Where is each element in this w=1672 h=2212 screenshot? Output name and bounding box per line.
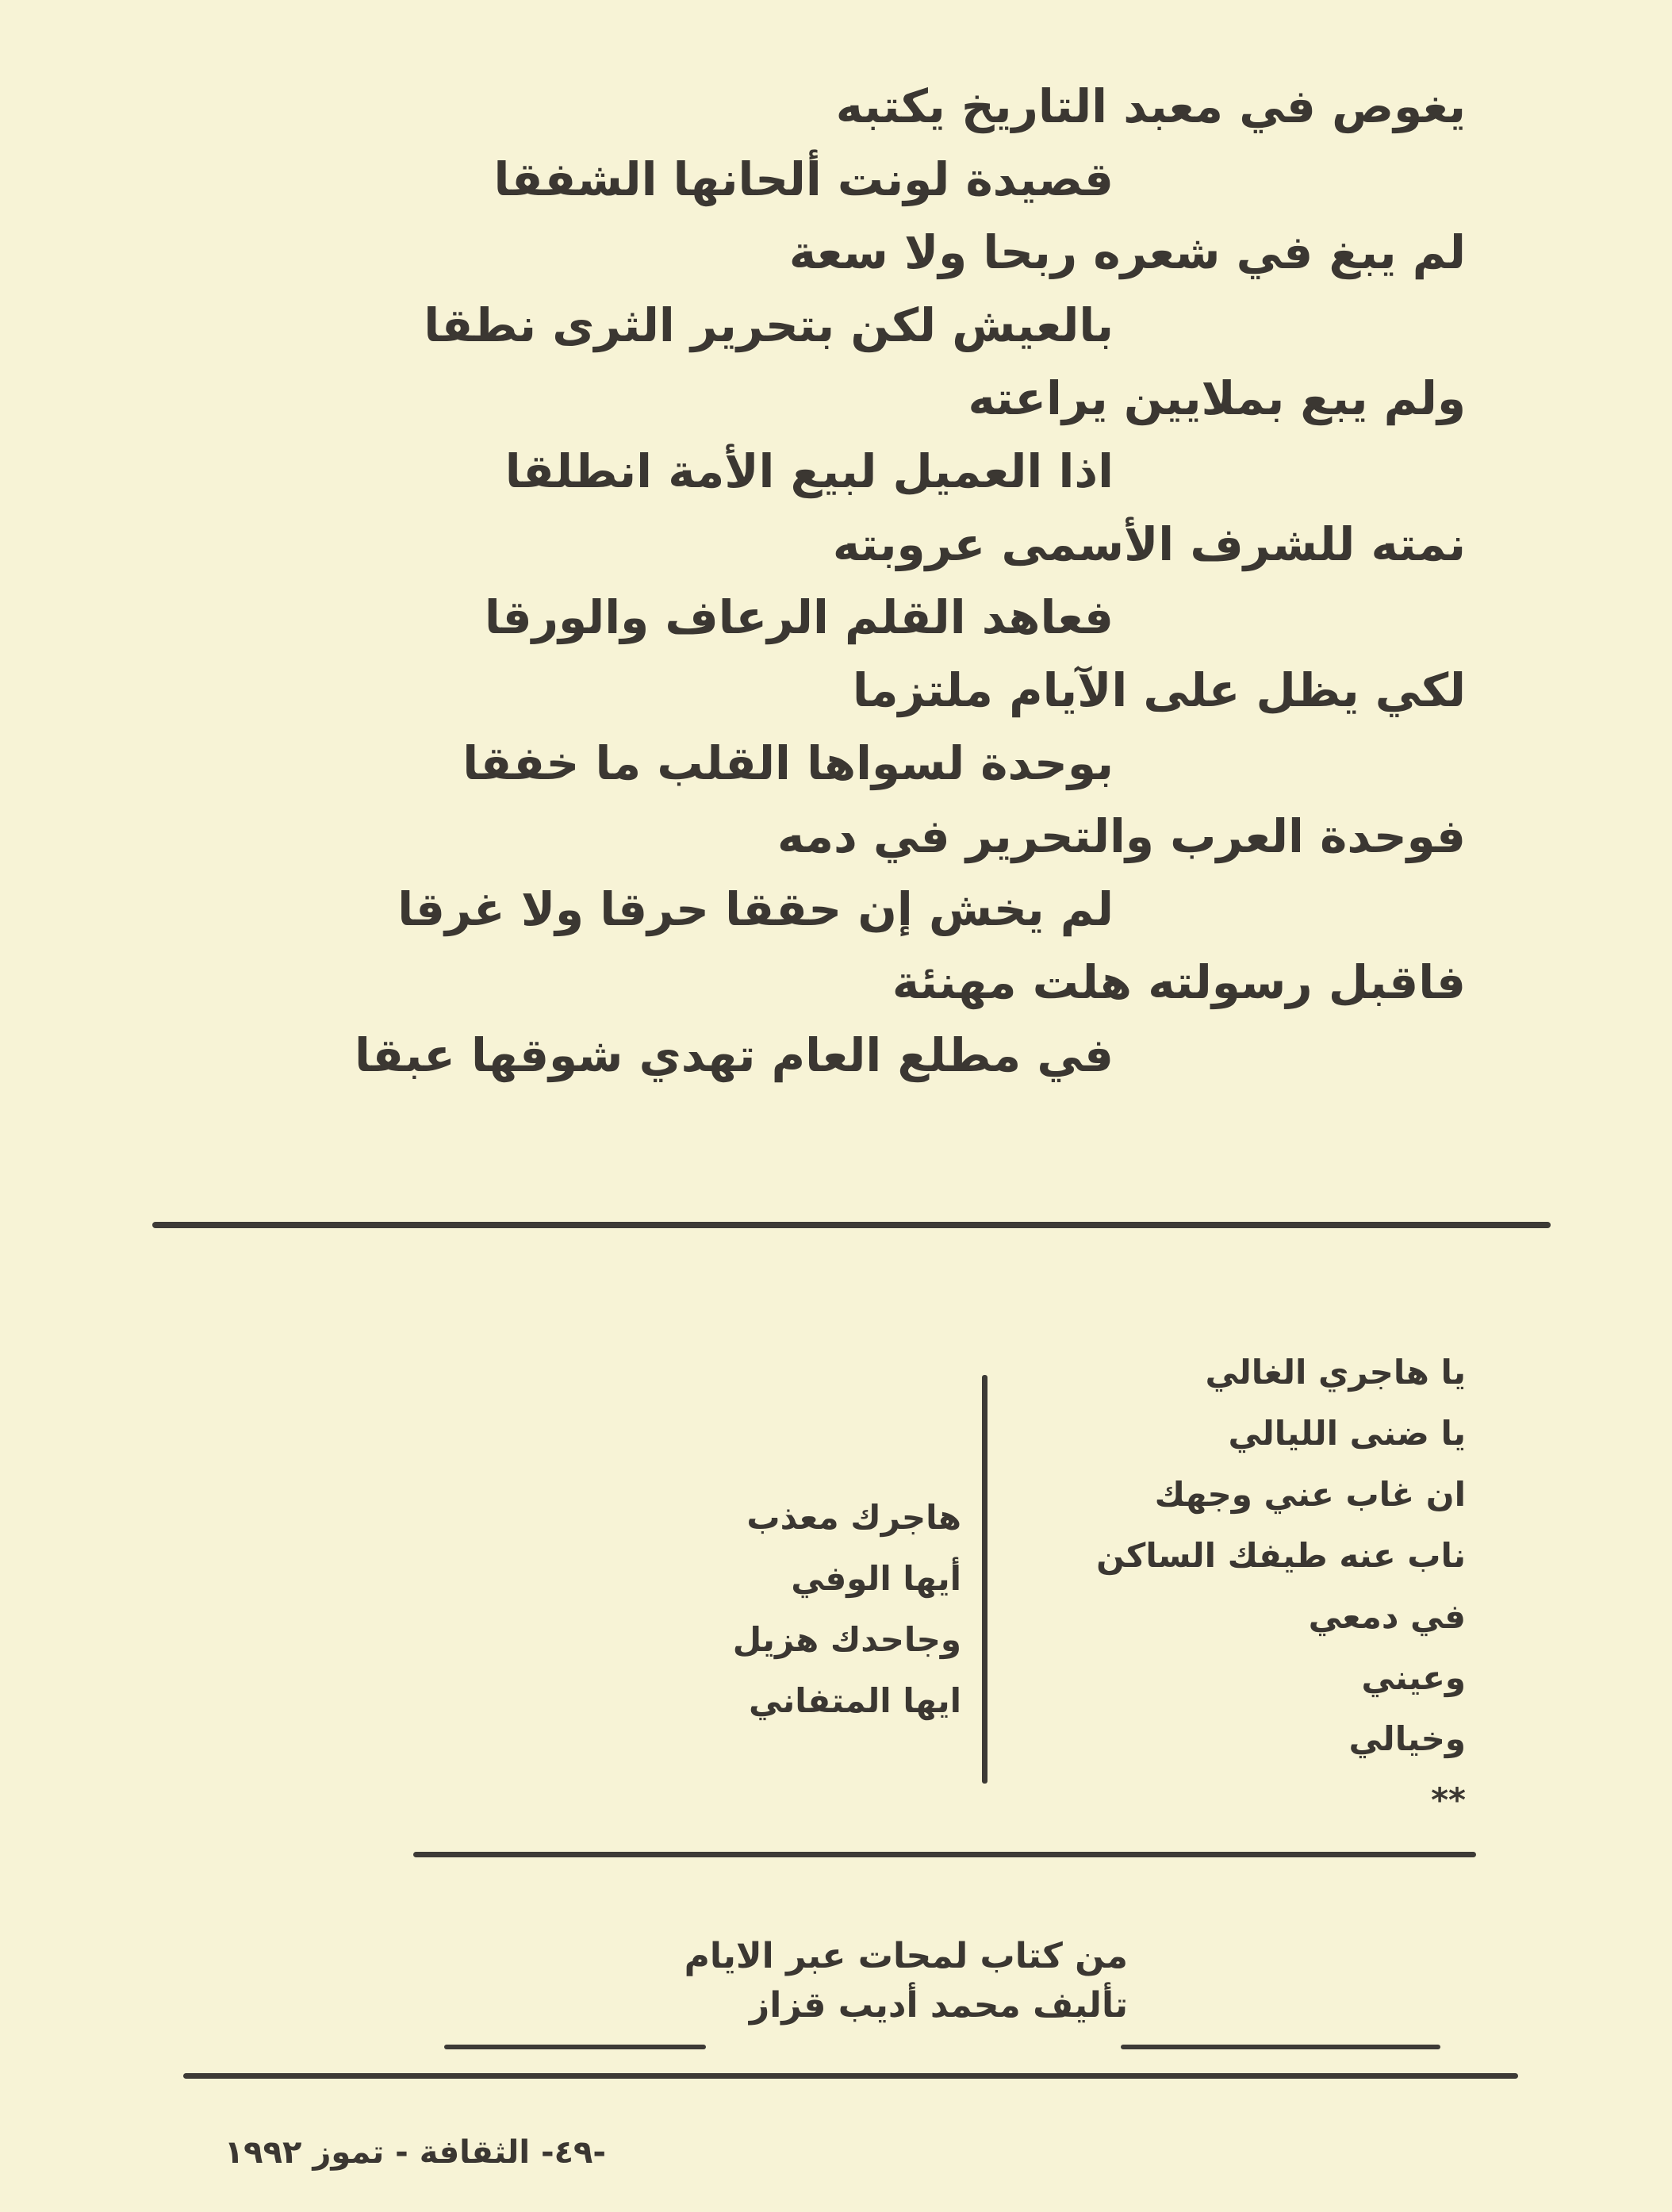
vertical-divider	[982, 1375, 987, 1784]
page-footer: -٤٩- الثقافة - تموز ١٩٩٢	[224, 2134, 606, 2171]
divider-rule	[152, 1222, 1551, 1228]
stanza-line: وجاحدك هزيل	[732, 1620, 961, 1659]
verse-first-hemistich: يغوص في معبد التاريخ يكتبه	[835, 79, 1466, 133]
verse-second-hemistich: قصيدة لونت ألحانها الشفقا	[493, 152, 1114, 206]
stanza-line: وخيالي	[1348, 1719, 1466, 1758]
stanza-line: **	[1431, 1780, 1466, 1819]
credit-author: تأليف محمد أديب قزاز	[749, 1985, 1128, 2026]
verse-first-hemistich: فاقبل رسولته هلت مهنئة	[892, 955, 1466, 1009]
verse-second-hemistich: بوحدة لسواها القلب ما خفقا	[462, 736, 1114, 790]
stanza-line: ناب عنه طيفك الساكن	[1096, 1536, 1466, 1575]
verse-first-hemistich: لم يبغ في شعره ربحا ولا سعة	[788, 225, 1466, 279]
stanza-line: ان غاب عني وجهك	[1154, 1475, 1466, 1514]
verse-second-hemistich: بالعيش لكن بتحرير الثرى نطقا	[424, 298, 1114, 352]
short-rule-right	[1121, 2045, 1440, 2049]
stanza-line: يا ضنى الليالي	[1228, 1414, 1466, 1453]
verse-first-hemistich: فوحدة العرب والتحرير في دمه	[777, 809, 1466, 863]
verse-second-hemistich: في مطلع العام تهدي شوقها عبقا	[355, 1028, 1114, 1082]
stanza-line: في دمعي	[1308, 1597, 1466, 1636]
stanza-line: ايها المتفاني	[748, 1681, 961, 1720]
credit-book: من كتاب لمحات عبر الايام	[684, 1936, 1128, 1976]
verse-second-hemistich: فعاهد القلم الرعاف والورقا	[484, 590, 1114, 644]
divider-rule	[413, 1852, 1476, 1857]
verse-first-hemistich: نمته للشرف الأسمى عروبته	[832, 517, 1466, 571]
footer-rule	[183, 2073, 1518, 2079]
verse-second-hemistich: اذا العميل لبيع الأمة انطلقا	[504, 444, 1114, 498]
verse-second-hemistich: لم يخش إن حققا حرقا ولا غرقا	[397, 882, 1114, 936]
stanza-line: يا هاجري الغالي	[1205, 1353, 1466, 1392]
verse-first-hemistich: ولم يبع بملايين يراعته	[968, 371, 1466, 425]
verse-first-hemistich: لكي يظل على الآيام ملتزما	[852, 663, 1466, 717]
stanza-line: وعيني	[1361, 1658, 1466, 1697]
stanza-line: أيها الوفي	[791, 1559, 961, 1598]
stanza-line: هاجرك معذب	[746, 1498, 961, 1537]
short-rule-left	[444, 2045, 706, 2049]
